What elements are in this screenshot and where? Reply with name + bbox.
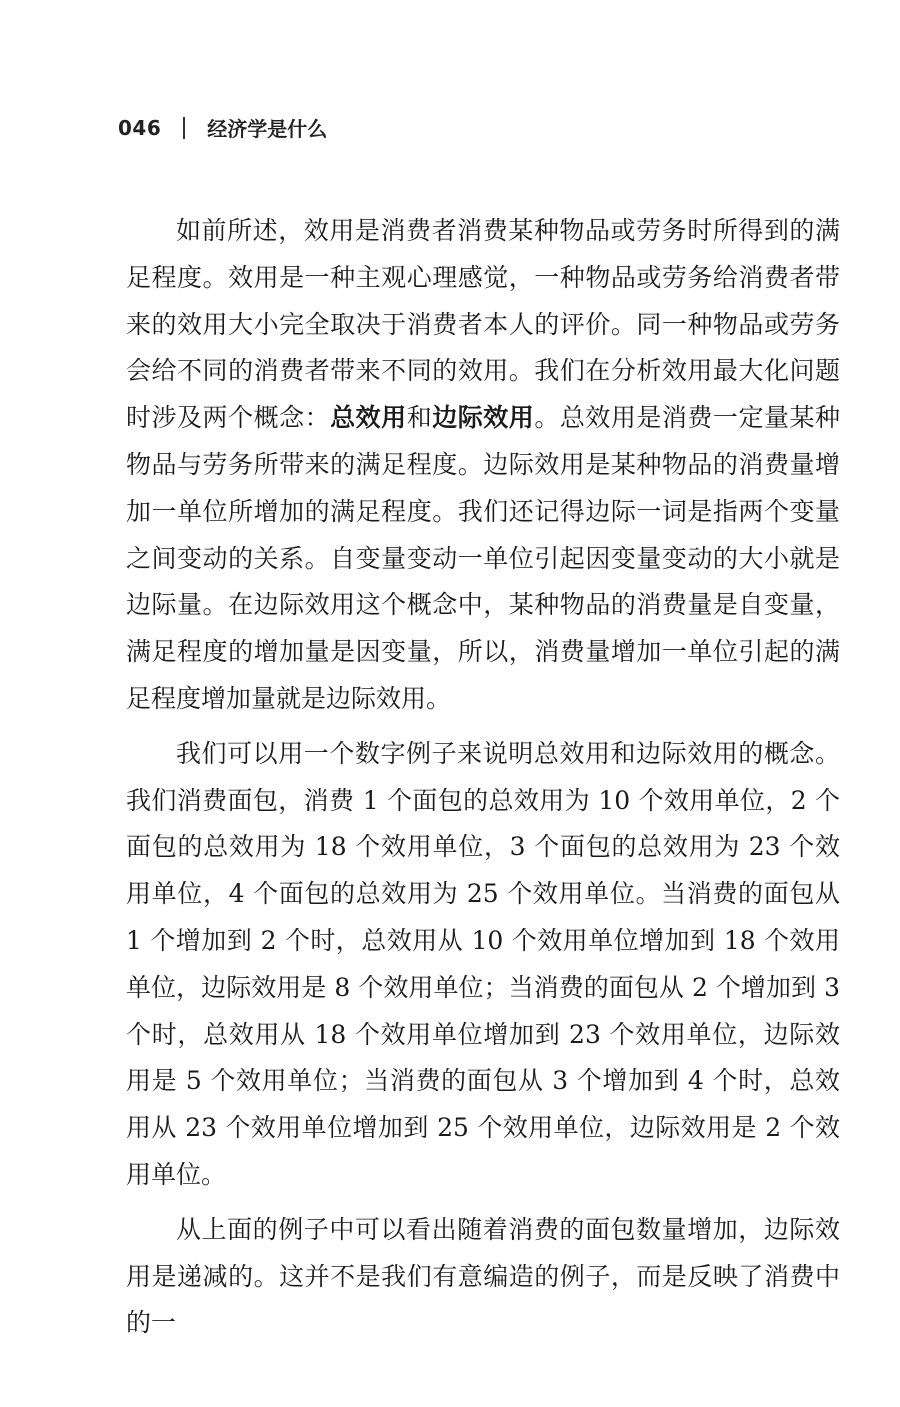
- paragraph-text: 。总效用是消费一定量某种物品与劳务所带来的满足程度。边际效用是某种物品的消费量增加一单位所增加的满足程度。我们还记得边际一词是指两个变量之间变动的关系。自变量变动一单位引起因变量变动的大小就是边际量。在边际效用这个概念中，某种物品的消费量是自变量，满足程度的增加量是因变量，所以，消费量增加一单位引起的满足程度增加量就是边际效用。: [126, 403, 840, 713]
- header-divider: [183, 117, 185, 139]
- paragraph-bread-example: 我们可以用一个数字例子来说明总效用和边际效用的概念。我们消费面包，消费 1 个面包的总效用为 10 个效用单位，2 个面包的总效用为 18 个效用单位，3 个面包的总效用为 23 个效用单位，4 个面包的总效用为 25 个效用单位。当消费的面包从 1 个增加到 2 个时，总效用从 10 个效用单位增加到 18 个效用单位，边际效用是 8 个效用单位；当消费的面包从 2 个增加到 3 个时，总效用从 18 个效用单位增加到 23 个效用单位，边际效用是 5 个效用单位；当消费的面包从 3 个增加到 4 个时，总效用从 23 个效用单位增加到 25 个效用单位，边际效用是 2 个效用单位。: [126, 738, 840, 1189]
- term-total-utility: 总效用: [330, 403, 407, 433]
- paragraph-text: 和: [406, 403, 433, 433]
- term-marginal-utility: 边际效用: [432, 403, 535, 433]
- page-header: [118, 113, 327, 142]
- book-title: 经济学是什么: [207, 117, 328, 141]
- body-text: [126, 208, 840, 1347]
- paragraph-utility-definition: [126, 208, 840, 723]
- paragraph-diminishing: 从上面的例子中可以看出随着消费的面包数量增加，边际效用是递减的。这并不是我们有意编造的例子，而是反映了消费中的一: [126, 1214, 840, 1338]
- paragraph-text: 如前所述，效用是消费者消费某种物品或劳务时所得到的满足程度。效用是一种主观心理感觉，一种物品或劳务给消费者带来的效用大小完全取决于消费者本人的评价。同一种物品或劳务会给不同的消费者带来不同的效用。我们在分析效用最大化问题时涉及两个概念：: [126, 216, 840, 433]
- page-number: 046: [118, 115, 162, 140]
